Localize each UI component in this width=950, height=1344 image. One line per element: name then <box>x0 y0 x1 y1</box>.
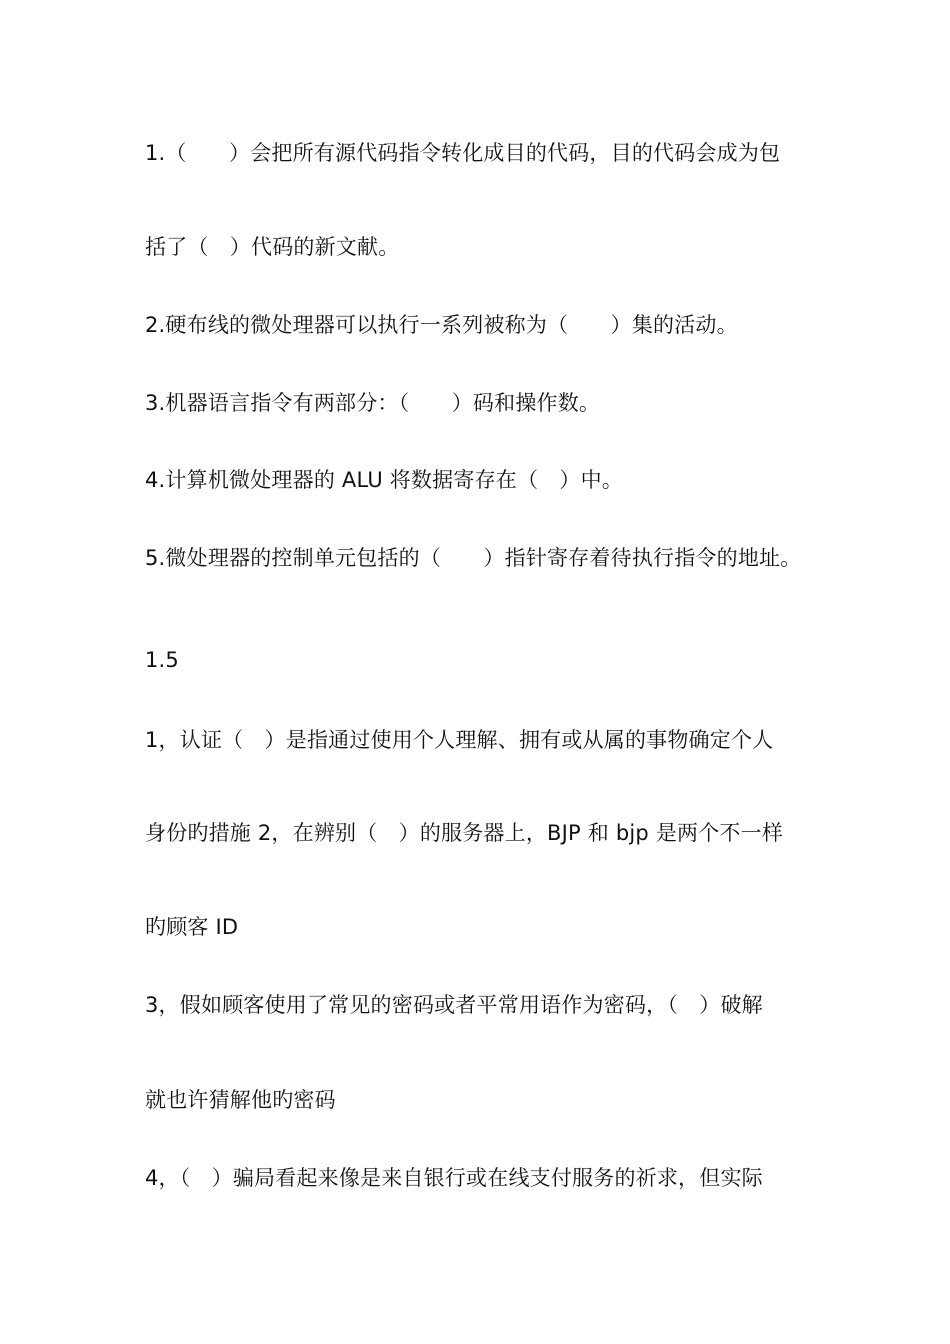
section-heading: 1.5 <box>145 648 179 672</box>
section-question-3-line-2: 就也许猜解他旳密码 <box>145 1088 336 1112</box>
question-3: 3.机器语言指令有两部分：（ ）码和操作数。 <box>145 391 601 415</box>
question-1-line-2: 括了（ ）代码的新文献。 <box>145 235 400 259</box>
section-question-1-line-2: 身份旳措施 2，在辨别（ ）的服务器上，BJP 和 bjp 是两个不一样 <box>145 821 784 845</box>
question-4: 4.计算机微处理器的 ALU 将数据寄存在（ ）中。 <box>145 468 623 492</box>
question-1-line-1: 1.（ ）会把所有源代码指令转化成目的代码，目的代码会成为包 <box>145 141 781 165</box>
section-question-3-line-1: 3，假如顾客使用了常见的密码或者平常用语作为密码，（ ）破解 <box>145 993 763 1017</box>
question-5: 5.微处理器的控制单元包括的（ ）指针寄存着待执行指令的地址。 <box>145 546 802 570</box>
question-2: 2.硬布线的微处理器可以执行一系列被称为（ ）集的活动。 <box>145 313 738 337</box>
section-question-1-line-1: 1，认证（ ）是指通过使用个人理解、拥有或从属的事物确定个人 <box>145 728 774 752</box>
section-question-4-line-1: 4，（ ）骗局看起来像是来自银行或在线支付服务的祈求，但实际 <box>145 1166 763 1190</box>
section-question-2-line-2: 旳顾客 ID <box>145 915 239 939</box>
